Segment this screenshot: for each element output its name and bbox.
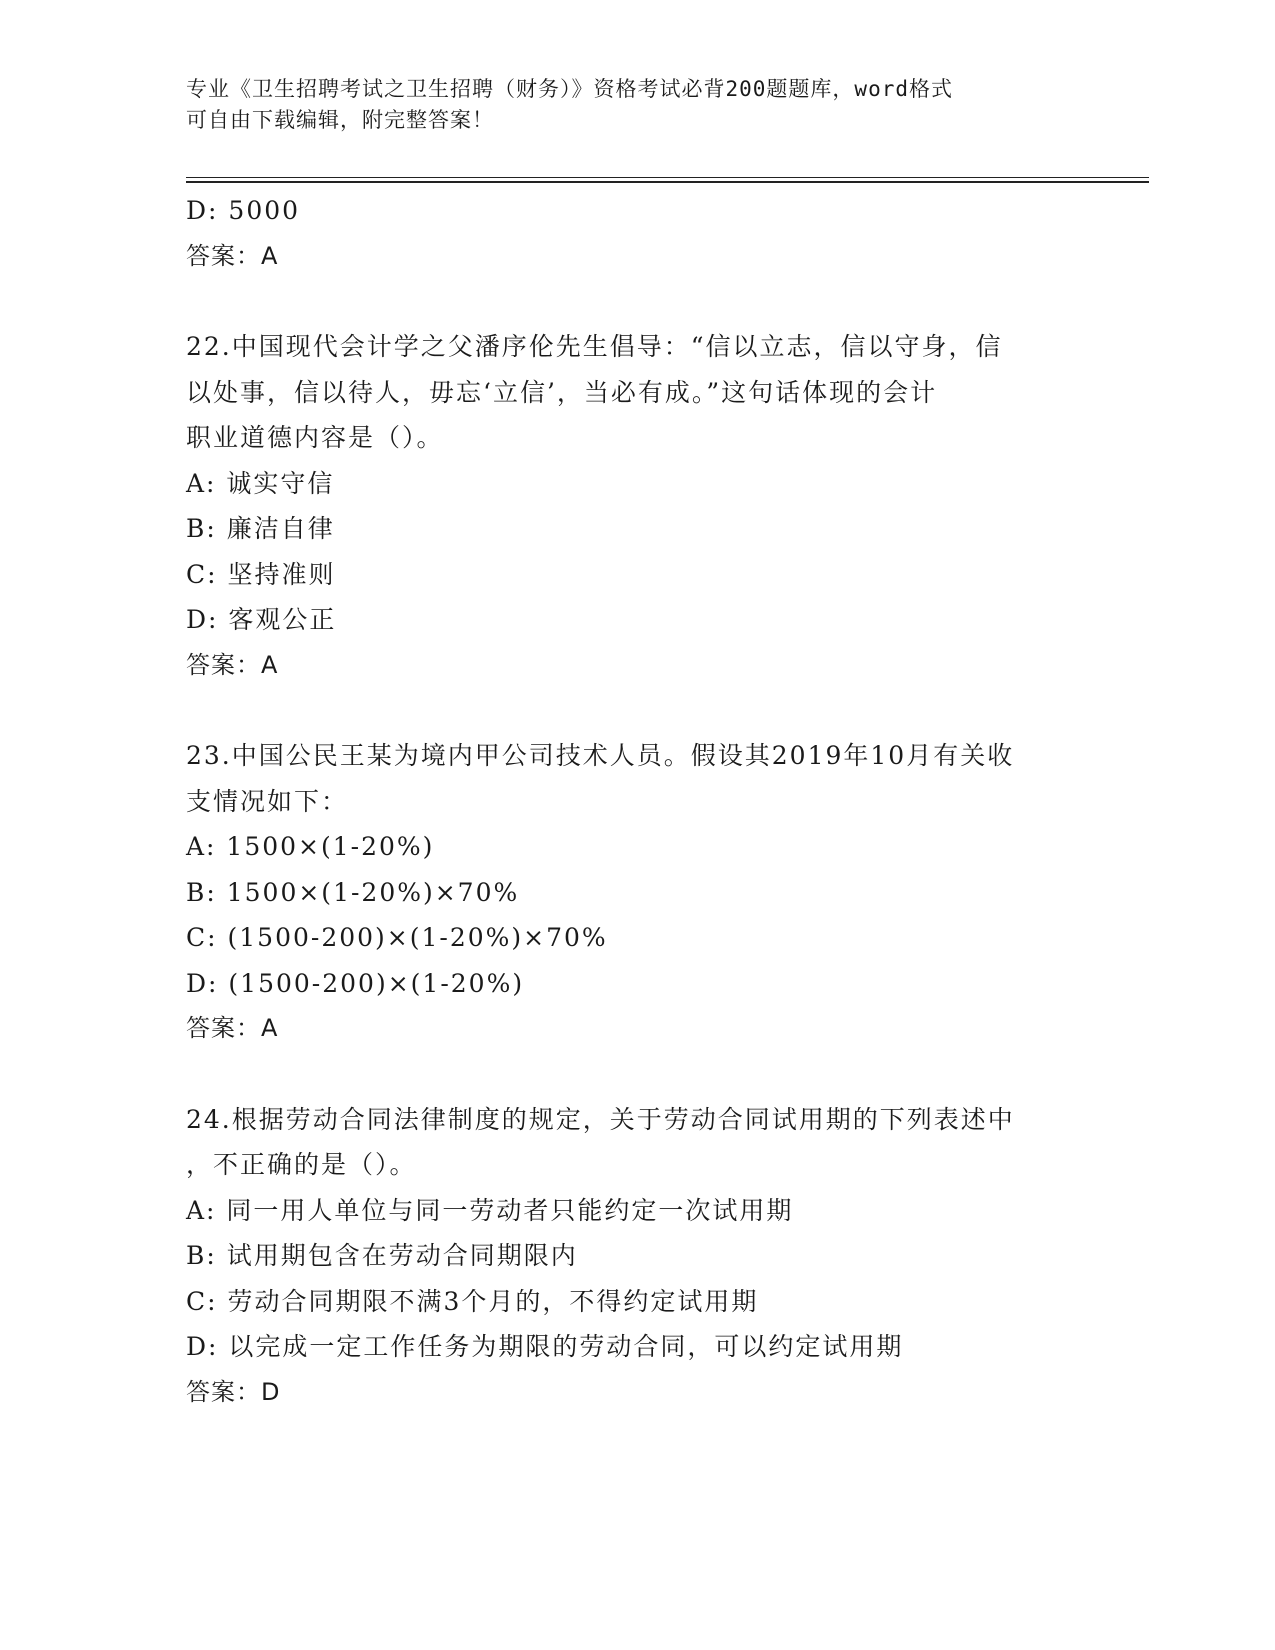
option-d: D: 以完成一定工作任务为期限的劳动合同，可以约定试用期 [186, 1332, 904, 1361]
question-stem-line: 24.根据劳动合同法律制度的规定，关于劳动合同试用期的下列表述中 [186, 1104, 1015, 1134]
option-c: C: 坚持准则 [186, 559, 336, 589]
option-c: C: 劳动合同期限不满3个月的，不得约定试用期 [186, 1286, 759, 1316]
option-d: D: (1500-200)×(1-20%) [186, 968, 525, 998]
answer-line: 答案：A [186, 650, 279, 679]
spacer [186, 688, 1086, 733]
question-24 [186, 1097, 1086, 1416]
header-divider-top [186, 177, 1149, 178]
header-divider-bottom [186, 181, 1149, 183]
answer-line: 答案：A [186, 241, 279, 270]
spacer [186, 1052, 1086, 1097]
option-b: B: 廉洁自律 [186, 514, 335, 543]
question-stem-line: 23.中国公民王某为境内甲公司技术人员。假设其2019年10月有关收 [186, 741, 1015, 770]
option-a: A: 同一用人单位与同一劳动者只能约定一次试用期 [186, 1195, 794, 1225]
option-b: B: 试用期包含在劳动合同期限内 [186, 1241, 578, 1270]
question-22 [186, 324, 1086, 688]
question-23 [186, 733, 1086, 1052]
option-d: D: 客观公正 [186, 605, 337, 634]
previous-question-tail [186, 188, 1086, 279]
question-stem-line: 支情况如下： [186, 786, 349, 816]
option-a: A: 1500×(1-20%) [186, 832, 435, 861]
option-c: C: (1500-200)×(1-20%)×70% [186, 923, 608, 952]
spacer [186, 279, 1086, 324]
question-stem-line: 以处事，信以待人，毋忘‘立信’，当必有成。”这句话体现的会计 [186, 377, 938, 407]
question-stem-line: ，不正确的是（）。 [186, 1150, 417, 1179]
question-stem-line: 22.中国现代会计学之父潘序伦先生倡导：“信以立志，信以守身，信 [186, 332, 1003, 361]
answer-line: 答案：A [186, 1014, 279, 1042]
option-a: A: 诚实守信 [186, 468, 335, 498]
document-body [186, 188, 1086, 1415]
option-b: B: 1500×(1-20%)×70% [186, 877, 520, 907]
header-line-1: 专业《卫生招聘考试之卫生招聘（财务）》资格考试必背200题题库，word格式 [186, 77, 953, 101]
option-d: D: 5000 [186, 196, 301, 225]
document-header [186, 74, 1086, 136]
header-line-2: 可自由下载编辑，附完整答案！ [186, 108, 494, 132]
question-stem-line: 职业道德内容是（）。 [186, 423, 444, 452]
answer-line: 答案：D [186, 1377, 281, 1406]
